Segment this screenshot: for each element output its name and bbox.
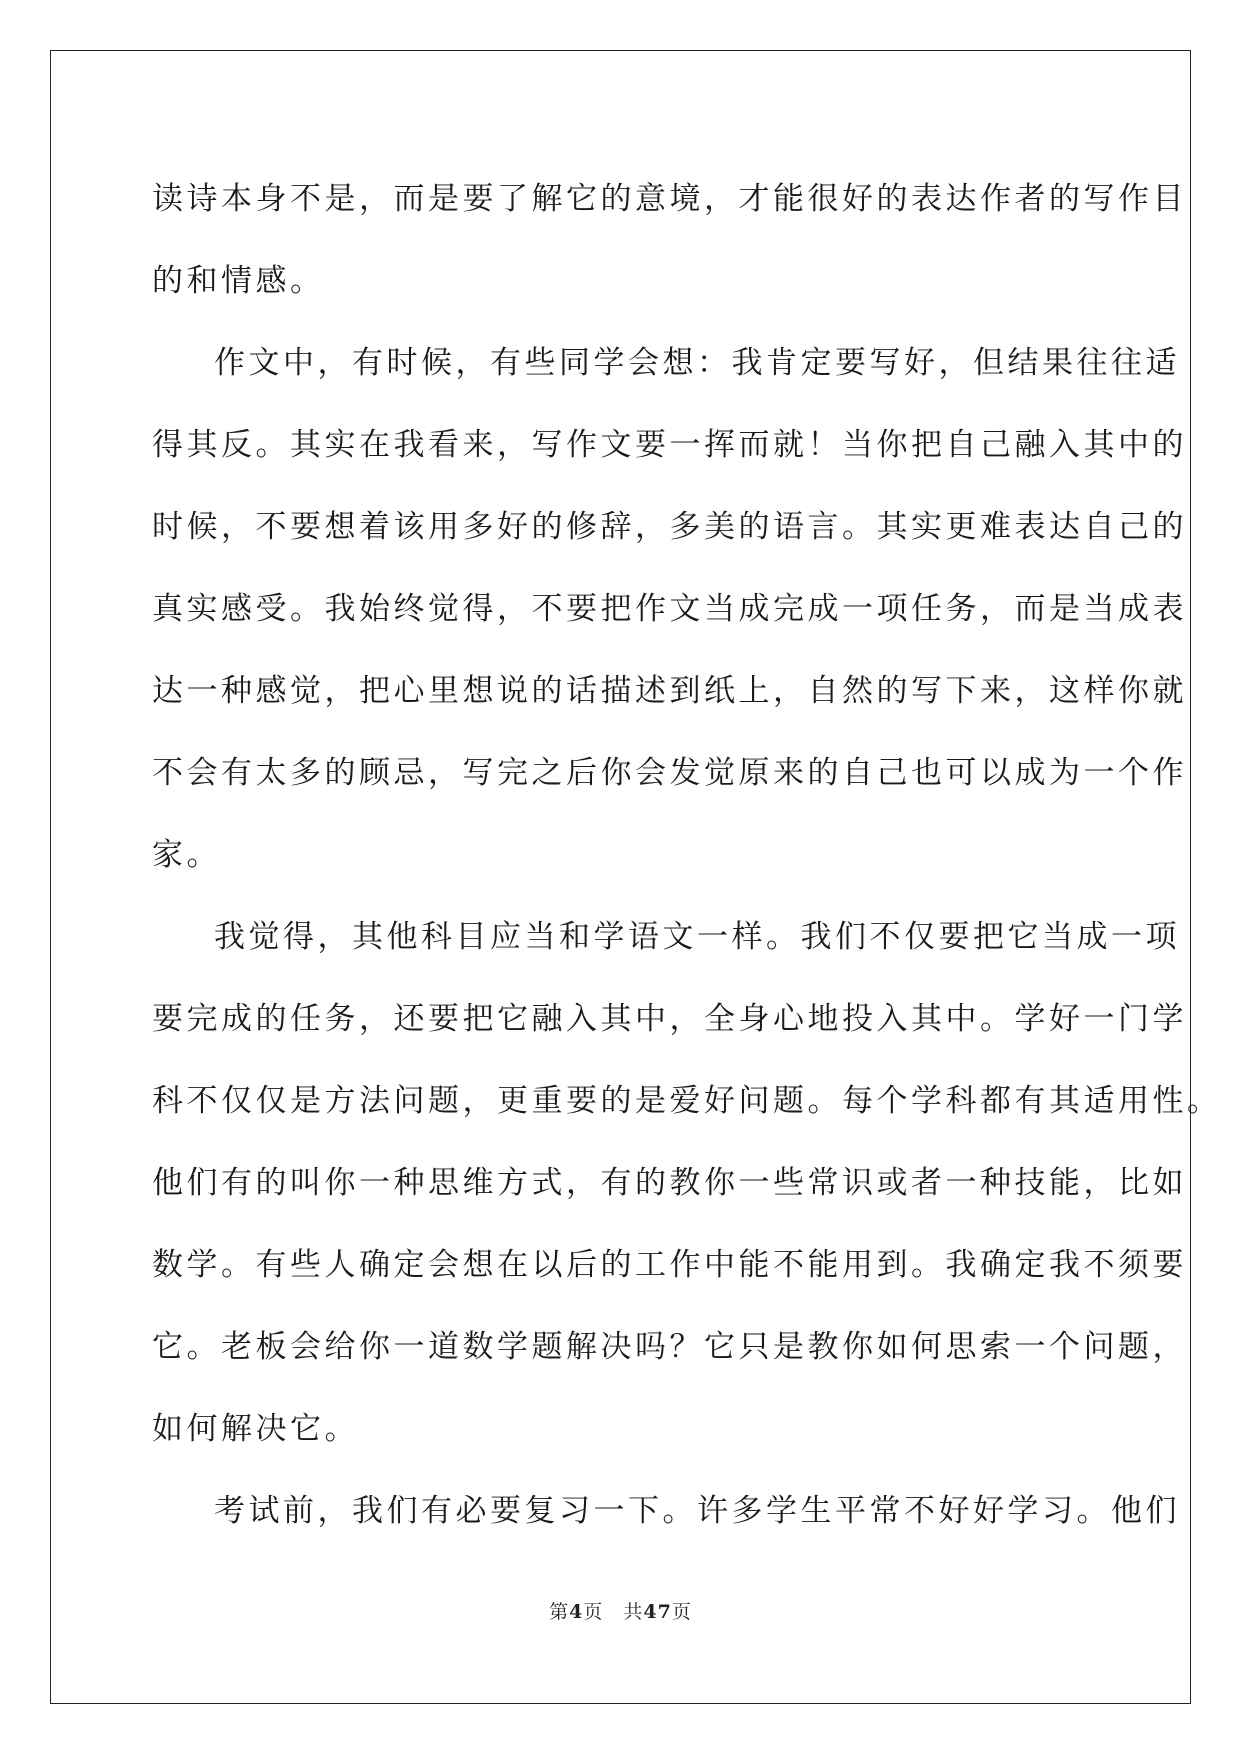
text-line: 不会有太多的顾忌，写完之后你会发觉原来的自己也可以成为一个作: [152, 755, 1187, 791]
document-body: [152, 158, 1222, 1552]
text-line: 它。老板会给你一道数学题解决吗？它只是教你如何思索一个问题，: [152, 1329, 1187, 1365]
text-line: 科不仅仅是方法问题，更重要的是爱好问题。每个学科都有其适用性。: [152, 1083, 1222, 1119]
text-line: 他们有的叫你一种思维方式，有的教你一些常识或者一种技能，比如: [152, 1165, 1187, 1201]
total-prefix: 共: [623, 1601, 644, 1623]
text-line: 家。: [152, 837, 221, 873]
total-suffix: 页: [671, 1601, 692, 1623]
paragraph-first-line: 我觉得，其他科目应当和学语文一样。我们不仅要把它当成一项: [214, 919, 1180, 955]
paragraph-first-line: 作文中，有时候，有些同学会想：我肯定要写好，但结果往往适: [214, 345, 1180, 381]
text-line: 真实感受。我始终觉得，不要把作文当成完成一项任务，而是当成表: [152, 591, 1187, 627]
text-line: 的和情感。: [152, 263, 325, 299]
text-line: 如何解决它。: [152, 1411, 359, 1447]
text-line: 读诗本身不是，而是要了解它的意境，才能很好的表达作者的写作目: [152, 181, 1187, 217]
text-line: 要完成的任务，还要把它融入其中，全身心地投入其中。学好一门学: [152, 1001, 1187, 1037]
page-number: 4: [569, 1601, 584, 1623]
total-pages: 47: [643, 1601, 672, 1623]
text-line: 时候，不要想着该用多好的修辞，多美的语言。其实更难表达自己的: [152, 509, 1187, 545]
paragraph-first-line: 考试前，我们有必要复习一下。许多学生平常不好好学习。他们: [214, 1493, 1180, 1529]
text-line: 得其反。其实在我看来，写作文要一挥而就！当你把自己融入其中的: [152, 427, 1187, 463]
text-line: 达一种感觉，把心里想说的话描述到纸上，自然的写下来，这样你就: [152, 673, 1187, 709]
text-line: 数学。有些人确定会想在以后的工作中能不能用到。我确定我不须要: [152, 1247, 1187, 1283]
page-prefix: 第: [549, 1601, 570, 1623]
page-suffix: 页: [583, 1601, 604, 1623]
page-footer: [0, 1597, 1241, 1624]
